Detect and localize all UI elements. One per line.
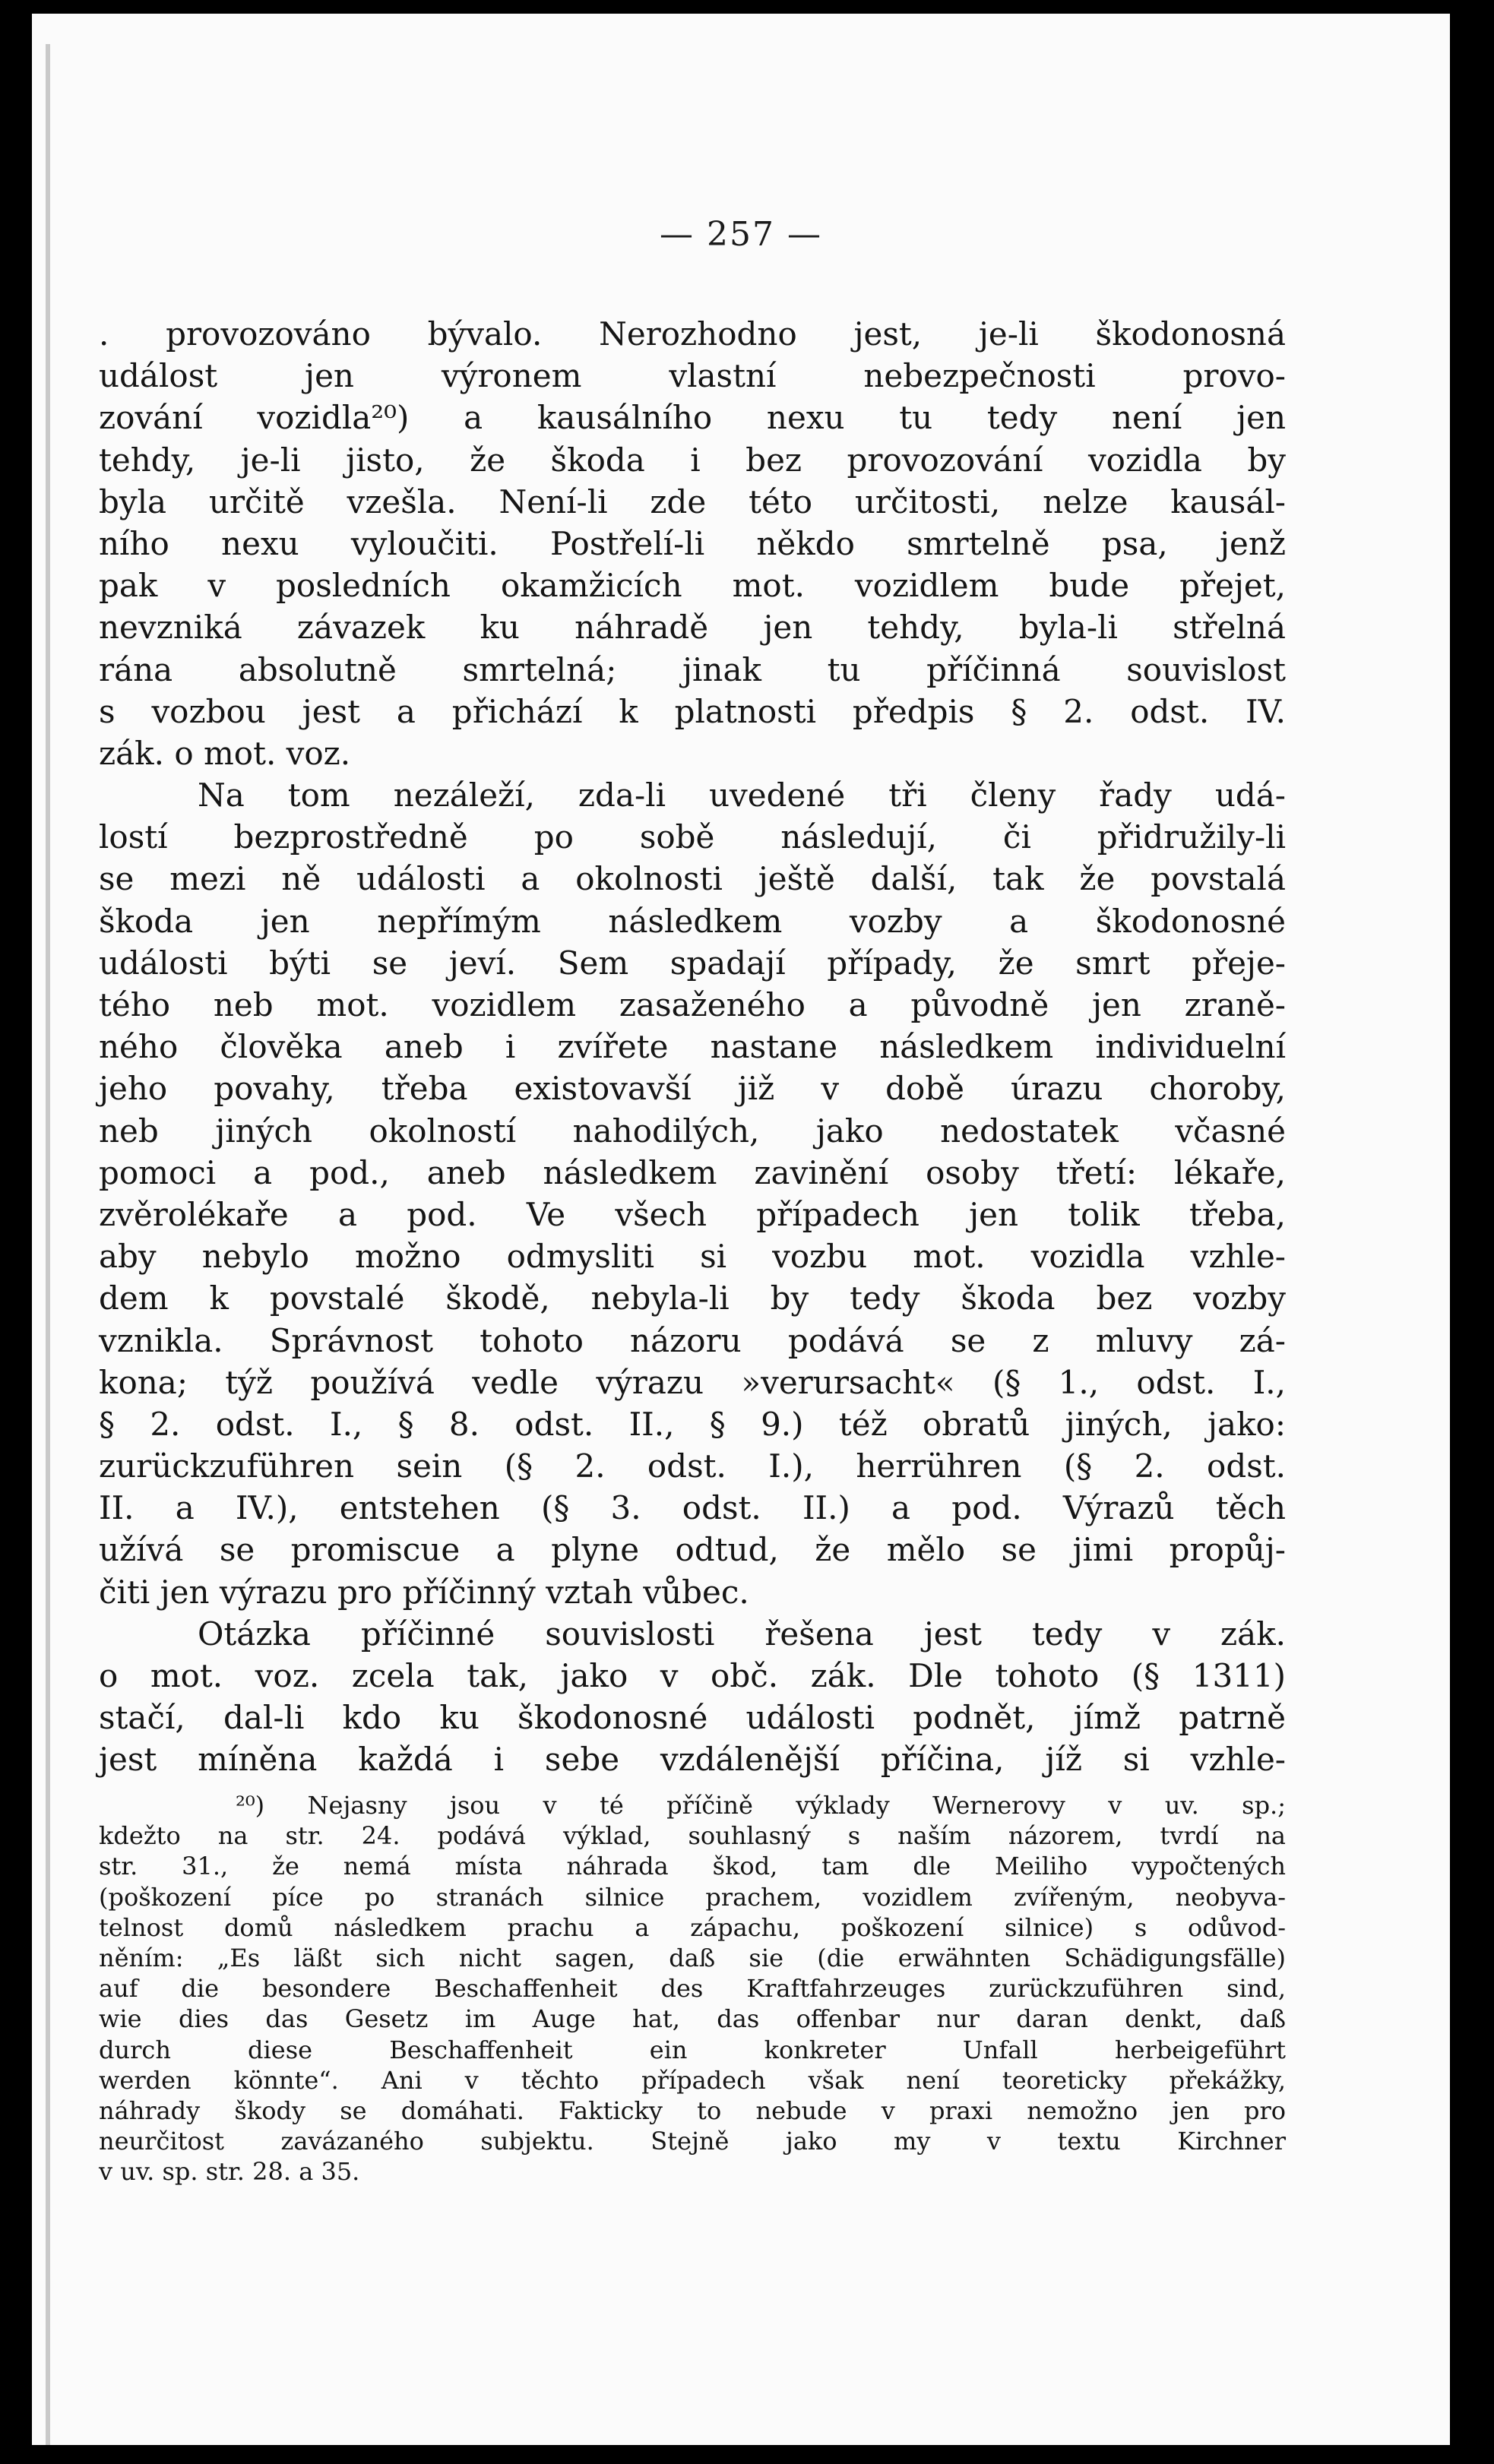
- page-edge-shadow: [46, 44, 50, 2445]
- body-line: zování vozidla²⁰) a kausálního nexu tu tedy není jen: [99, 399, 1286, 437]
- footnote-line: auf die besondere Beschaffenheit des Kraftfahrzeuges zurückzuführen sind,: [99, 1974, 1286, 2004]
- body-line: zák. o mot. voz.: [99, 734, 351, 772]
- body-line: škoda jen nepřímým následkem vozby a škodonosné: [99, 902, 1286, 940]
- body-line: zurückzuführen sein (§ 2. odst. I.), herrühren (§ 2. odst.: [99, 1447, 1286, 1485]
- body-line: dem k povstalé škodě, nebyla-li by tedy škoda bez vozby: [99, 1279, 1286, 1317]
- footnote: [99, 1790, 1286, 2187]
- body-line: pak v posledních okamžicích mot. vozidlem bude přejet,: [99, 567, 1286, 605]
- footnote-line: werden könnte“. Ani v těchto případech však není teoreticky překážky,: [99, 2065, 1286, 2095]
- body-line: se mezi ně události a okolnosti ještě další, tak že povstalá: [99, 860, 1286, 898]
- body-line: stačí, dal-li kdo ku škodonosné události podnět, jímž patrně: [99, 1699, 1286, 1737]
- footnote-line: ²⁰) Nejasny jsou v té příčině výklady Wernerovy v uv. sp.;: [236, 1791, 1286, 1820]
- body-line: zvěrolékaře a pod. Ve všech případech jen tolik třeba,: [99, 1195, 1286, 1233]
- footnote-line: (poškození píce po stranách silnice prachem, vozidlem zvířeným, neobyva-: [99, 1882, 1286, 1912]
- footnote-line: náhrady škody se domáhati. Fakticky to nebude v praxi nemožno jen pro: [99, 2096, 1286, 2125]
- footnote-line: telnost domů následkem prachu a zápachu, poškození silnice) s odůvod-: [99, 1912, 1286, 1942]
- body-line: užívá se promiscue a plyne odtud, že mělo se jimi propůj-: [99, 1531, 1286, 1569]
- body-line: vznikla. Správnost tohoto názoru podává se z mluvy zá-: [99, 1321, 1286, 1359]
- footnote-line: wie dies das Gesetz im Auge hat, das offenbar nur daran denkt, daß: [99, 2004, 1286, 2034]
- body-line: . provozováno bývalo. Nerozhodno jest, je-li škodonosná: [99, 315, 1286, 353]
- book-page: [32, 14, 1450, 2445]
- body-line: událost jen výronem vlastní nebezpečnosti provo-: [99, 357, 1286, 395]
- body-line: kona; týž používá vedle výrazu »verursacht« (§ 1., odst. I.,: [99, 1363, 1286, 1401]
- body-line: ního nexu vyloučiti. Postřelí-li někdo smrtelně psa, jenž: [99, 524, 1286, 562]
- footnote-line: neurčitost zavázaného subjektu. Stejně jako my v textu Kirchner: [99, 2127, 1286, 2156]
- body-text: [99, 313, 1286, 1781]
- page-number: — 257 —: [660, 215, 822, 254]
- body-line: čiti jen výrazu pro příčinný vztah vůbec.: [99, 1573, 749, 1611]
- body-line: § 2. odst. I., § 8. odst. II., § 9.) též obratů jiných, jako:: [99, 1405, 1286, 1443]
- body-line: lostí bezprostředně po sobě následují, či přidružily-li: [99, 818, 1286, 856]
- footnote-line: durch diese Beschaffenheit ein konkreter Unfall herbeigeführt: [99, 2035, 1286, 2064]
- body-line: s vozbou jest a přichází k platnosti předpis § 2. odst. IV.: [99, 692, 1286, 730]
- body-line: Otázka příčinné souvislosti řešena jest tedy v zák.: [198, 1615, 1286, 1653]
- body-line: nevzniká závazek ku náhradě jen tehdy, byla-li střelná: [99, 609, 1286, 647]
- body-line: rána absolutně smrtelná; jinak tu příčinná souvislost: [99, 650, 1286, 688]
- body-line: tehdy, je-li jisto, že škoda i bez provozování vozidla by: [99, 441, 1286, 479]
- body-line: pomoci a pod., aneb následkem zavinění osoby třetí: lékaře,: [99, 1153, 1286, 1191]
- body-line: Na tom nezáleží, zda-li uvedené tři členy řady udá-: [198, 777, 1286, 814]
- body-line: neb jiných okolností nahodilých, jako nedostatek včasné: [99, 1112, 1286, 1150]
- body-line: události býti se jeví. Sem spadají případy, že smrt přeje-: [99, 944, 1286, 982]
- body-line: aby nebylo možno odmysliti si vozbu mot. vozidla vzhle-: [99, 1238, 1286, 1276]
- body-line: jeho povahy, třeba existovavší již v době úrazu choroby,: [99, 1070, 1286, 1108]
- footnote-line: v uv. sp. str. 28. a 35.: [99, 2157, 360, 2187]
- footnote-line: kdežto na str. 24. podává výklad, souhlasný s naším názorem, tvrdí na: [99, 1821, 1286, 1851]
- body-line: ného člověka aneb i zvířete nastane následkem individuelní: [99, 1028, 1286, 1066]
- body-line: tého neb mot. vozidlem zasaženého a původně jen zraně-: [99, 986, 1286, 1023]
- body-line: byla určitě vzešla. Není-li zde této určitosti, nelze kausál-: [99, 482, 1286, 520]
- body-line: o mot. voz. zcela tak, jako v obč. zák. Dle tohoto (§ 1311): [99, 1657, 1286, 1694]
- body-line: jest míněna každá i sebe vzdálenější příčina, jíž si vzhle-: [99, 1741, 1286, 1779]
- body-line: II. a IV.), entstehen (§ 3. odst. II.) a pod. Výrazů těch: [99, 1489, 1286, 1527]
- footnote-line: str. 31., že nemá místa náhrada škod, tam dle Meiliho vypočtených: [99, 1852, 1286, 1881]
- footnote-line: něním: „Es läßt sich nicht sagen, daß sie (die erwähnten Schädigungsfälle): [99, 1943, 1286, 1972]
